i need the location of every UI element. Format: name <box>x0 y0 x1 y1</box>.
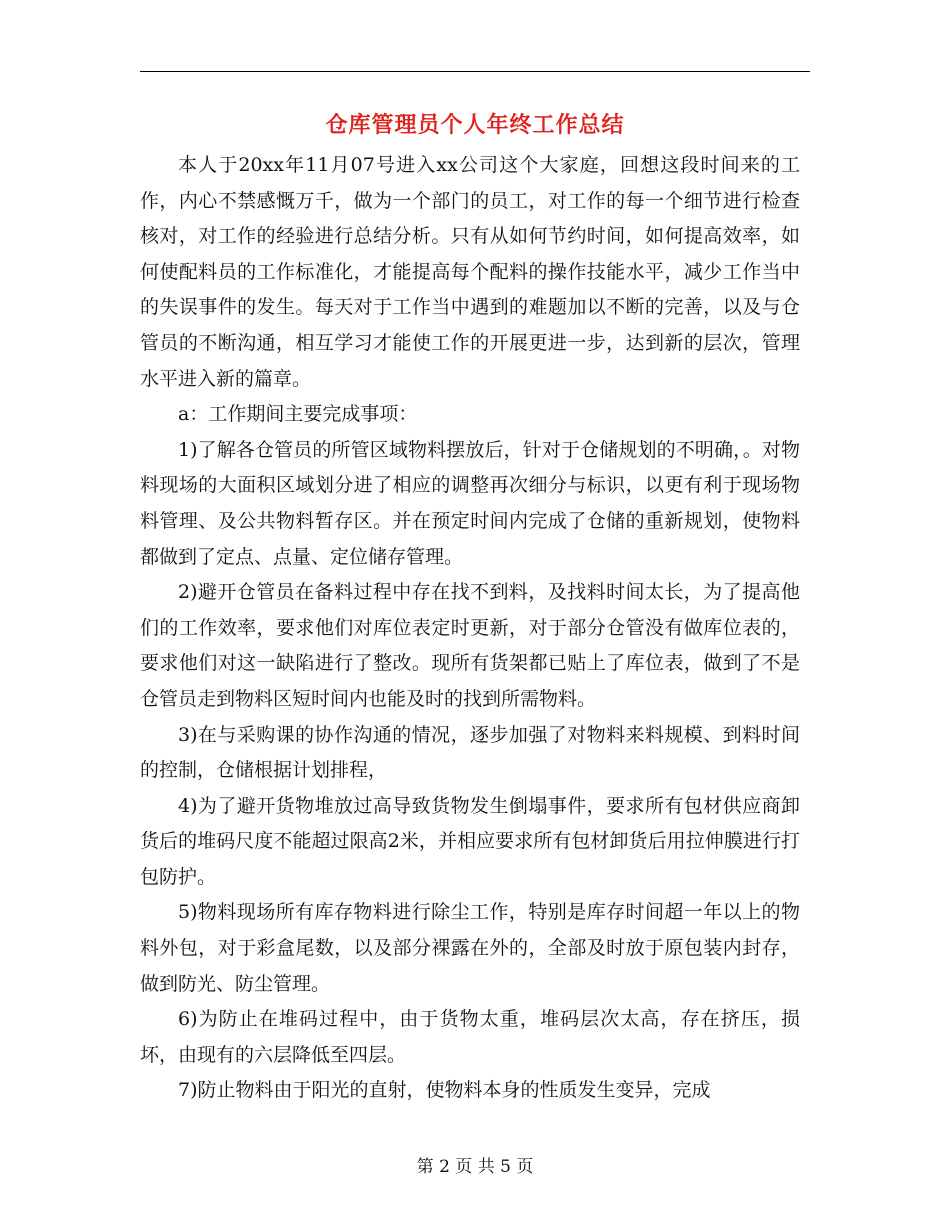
body-paragraph: 2)避开仓管员在备料过程中存在找不到料，及找料时间太长，为了提高他们的工作效率，要求他们对库位表定时更新，对于部分仓管没有做库位表的，要求他们对这一缺陷进行了整改。现所有货架都已贴上了库位表，做到了不是仓管员走到物料区短时间内也能及时的找到所需物料。 <box>140 581 800 710</box>
body-paragraph: 本人于20xx年11月07号进入xx公司这个大家庭，回想这段时间来的工作，内心不禁感慨万千，做为一个部门的员工，对工作的每一个细节进行检查核对，对工作的经验进行总结分析。只有从如何节约时间，如何提高效率，如何使配料员的工作标准化，才能提高每个配料的操作技能水平，减少工作当中的失误事件的发生。每天对于工作当中遇到的难题加以不断的完善，以及与仓管员的不断沟通，相互学习才能使工作的开展更进一步，达到新的层次，管理水平进入新的篇章。 <box>140 154 800 390</box>
page-number: 第 2 页 共 5 页 <box>416 1157 534 1177</box>
body-paragraph: 6)为防止在堆码过程中，由于货物太重，堆码层次太高，存在挤压，损坏，由现有的六层降低至四层。 <box>140 1008 800 1066</box>
body-paragraph: 3)在与采购课的协作沟通的情况，逐步加强了对物料来料规模、到料时间的控制，仓储根据计划排程， <box>140 723 800 782</box>
body-paragraph: 5)物料现场所有库存物料进行除尘工作，特别是库存时间超一年以上的物料外包，对于彩盒尾数，以及部分裸露在外的，全部及时放于原包装内封存，做到防光、防尘管理。 <box>140 901 800 995</box>
document-body <box>140 148 800 1109</box>
body-paragraph: 7)防止物料由于阳光的直射，使物料本身的性质发生变异，完成 <box>178 1079 711 1102</box>
body-paragraph: a：工作期间主要完成事项： <box>178 403 418 426</box>
body-paragraph: 4)为了避开货物堆放过高导致货物发生倒塌事件，要求所有包材供应商卸货后的堆码尺度不能超过限高2米，并相应要求所有包材卸货后用拉伸膜进行打包防护。 <box>140 794 800 888</box>
header-rule <box>140 71 810 72</box>
document-title: 仓库管理员个人年终工作总结 <box>325 112 625 138</box>
body-paragraph: 1)了解各仓管员的所管区域物料摆放后，针对于仓储规划的不明确，。对物料现场的大面积区域划分进了相应的调整再次细分与标识，以更有利于现场物料管理、及公共物料暂存区。并在预定时间内完成了仓储的重新规划，使物料都做到了定点、点量、定位储存管理。 <box>140 438 800 568</box>
